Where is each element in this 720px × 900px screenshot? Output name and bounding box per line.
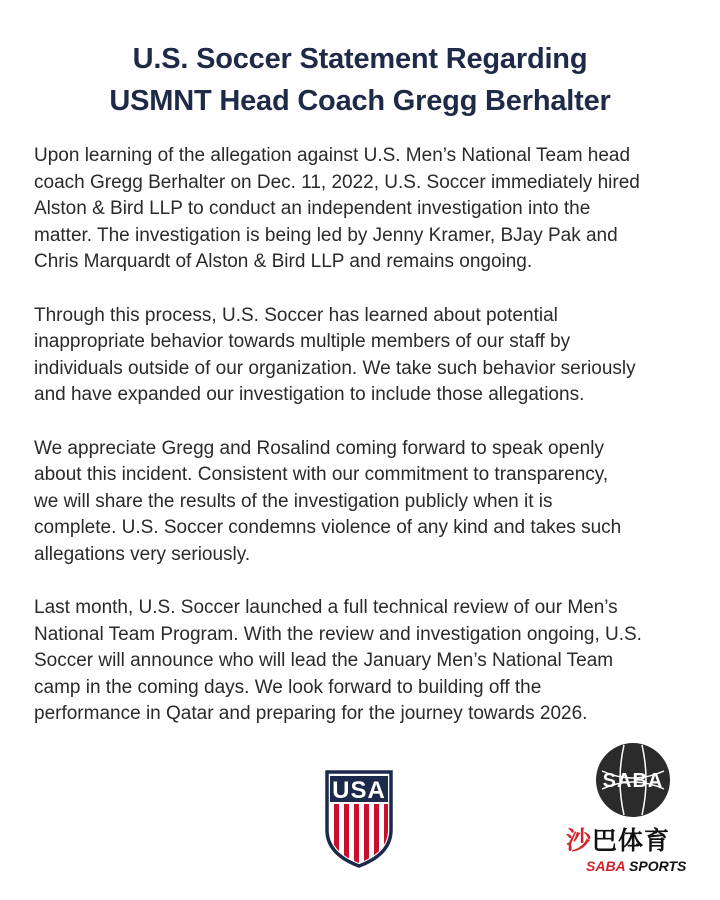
- paragraph-line: Last month, U.S. Soccer launched a full technical review of our Men’s: [34, 597, 618, 618]
- paragraph-appreciation: [34, 436, 704, 569]
- paragraph-line: individuals outside of our organization. We take such behavior seriously: [34, 357, 636, 379]
- paragraph-line: inappropriate behavior towards multiple members of our staff by: [34, 331, 571, 352]
- paragraph-line: Upon learning of the allegation against U.S. Men’s National Team head: [34, 145, 631, 166]
- saba-circle-text: SABA: [602, 770, 664, 792]
- saba-chinese-wordmark: [566, 827, 696, 855]
- paragraph-line: camp in the coming days. We look forward to building off the: [34, 676, 542, 698]
- saba-sports-wordmark: [586, 858, 686, 874]
- paragraph-line: and have expanded our investigation to include those allegations.: [34, 384, 585, 405]
- paragraph-staff-behavior: [34, 303, 704, 409]
- paragraph-line: coach Gregg Berhalter on Dec. 11, 2022, U.S. Soccer immediately hired: [34, 171, 640, 193]
- paragraph-line: We appreciate Gregg and Rosalind coming forward to speak openly: [34, 437, 604, 459]
- title-line-1: U.S. Soccer Statement Regarding: [132, 43, 588, 75]
- usa-crest-text: USA: [332, 777, 386, 804]
- paragraph-technical-review: [34, 595, 704, 728]
- paragraph-line: performance in Qatar and preparing for the journey towards 2026.: [34, 703, 588, 724]
- paragraph-line: complete. U.S. Soccer condemns violence of any kind and takes such: [34, 517, 622, 538]
- paragraph-line: Through this process, U.S. Soccer has learned about potential: [34, 304, 558, 326]
- title-line-2: USMNT Head Coach Gregg Berhalter: [109, 85, 611, 117]
- us-soccer-crest-logo: [324, 770, 394, 868]
- statement-title: [0, 38, 720, 122]
- paragraph-allegation: [34, 143, 704, 276]
- statement-body: [34, 143, 704, 755]
- saba-cn-rest: 巴体育: [592, 826, 671, 855]
- paragraph-line: National Team Program. With the review and investigation ongoing, U.S.: [34, 623, 642, 645]
- saba-en-dark: SPORTS: [629, 858, 687, 874]
- paragraph-line: Chris Marquardt of Alston & Bird LLP and remains ongoing.: [34, 251, 533, 272]
- paragraph-line: Soccer will announce who will lead the January Men’s National Team: [34, 650, 614, 671]
- paragraph-line: Alston & Bird LLP to conduct an independent investigation into the: [34, 198, 591, 219]
- paragraph-line: about this incident. Consistent with our commitment to transparency,: [34, 464, 609, 485]
- paragraph-line: allegations very seriously.: [34, 543, 251, 565]
- saba-ball-logo: [594, 741, 672, 819]
- saba-cn-first-char: 沙: [566, 826, 593, 855]
- saba-en-red: SABA: [586, 858, 626, 874]
- paragraph-line: matter. The investigation is being led by Jenny Kramer, BJay Pak and: [34, 224, 618, 246]
- paragraph-line: we will share the results of the investigation publicly when it is: [34, 490, 553, 512]
